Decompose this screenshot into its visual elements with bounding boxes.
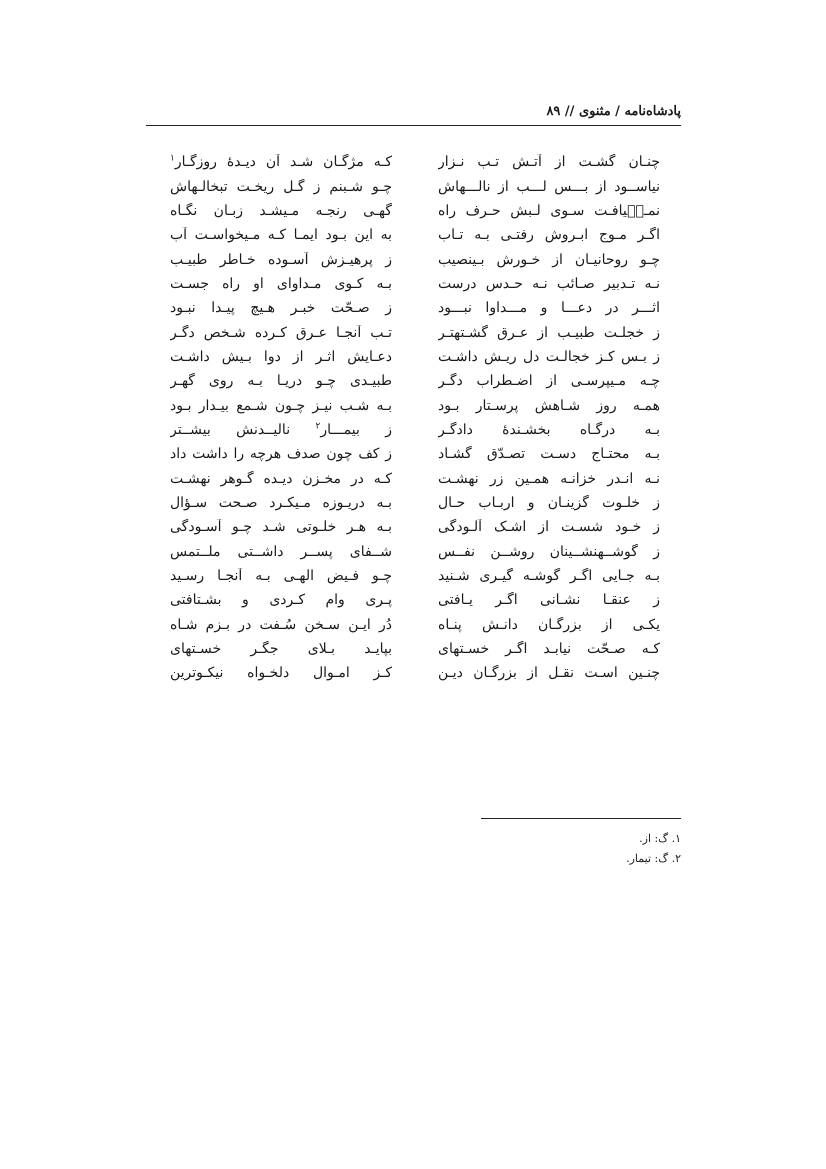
hemistich-first: ز خجلـت طبیـب از عـرق گشـتهتـر [438,324,660,341]
couplet [170,199,660,223]
hemistich-first: نـه انـدر خزانـه همـین زر نهشـت [438,470,660,487]
hemistich-first: بـه جـایی اگـر گوشـه گیـری شـنید [438,568,660,585]
hemistich-first: چنـین اسـت نقـل از بزرگـان دیـن [438,665,660,682]
hemistich-second: چـو شـبنم ز گـل ریخـت تبخالـهاش [170,178,392,195]
footnote-divider [481,818,681,819]
hemistich-first: بـه درگـاه بخشـندهٔ دادگـر [438,421,660,438]
hemistich-first: ز خلـوت گزینـان و اربـاب حـال [438,494,660,511]
hemistich-second: گهـی رنجـه مـیشـد زبـان نگـاه [170,202,392,219]
running-header: پادشاه‌نامه / مثنوی // ۸۹ [546,104,681,119]
hemistich-second: ز پرهیـزش آسـوده خـاطر طبیـب [170,251,392,268]
couplet [170,564,660,588]
hemistich-second: تـب آنجـا عـرق کـرده شـخص دگـر [170,324,392,341]
hemistich-second: طبیـدی چـو دریـا بـه روی گهـر [170,373,392,390]
couplet [170,515,660,539]
couplet [170,491,660,515]
hemistich-second: ز کف چون صدف هرچه را داشت داد [170,446,392,463]
hemistich-second: به این بـود ایمـا کـه مـیخواسـت آب [170,227,392,244]
couplet [170,320,660,344]
hemistich-second: دُر ایـن سـخن سُـفت در بـزم شـاه [170,616,392,633]
hemistich-first: ز بـس کـز خجالـت دل ریـش داشـت [438,348,660,365]
hemistich-second: کـز امـوال دلخـواه نیکـوترین [170,665,392,682]
masnavi-poem [170,150,660,686]
hemistich-first: ز عنقـا نشـانی اگـر یـافتی [438,592,660,609]
couplet [170,418,660,442]
couplet [170,174,660,198]
couplet [170,637,660,661]
hemistich-second: بپایـد بـلای جگـر خسـتهای [170,641,392,658]
footnote-1: ۱. گ: از. [639,832,681,845]
hemistich-first: چـه مـیپرسـی از اضـطراب دگـر [438,373,660,390]
couplet [170,296,660,320]
couplet [170,661,660,685]
hemistich-first: همـه روز شـاهش پرسـتار بـود [438,397,660,414]
hemistich-second [170,422,392,438]
hemistich-first: ز گوشــهنشــینان روشــن نفــس [438,543,660,560]
hemistich-text: کـه مژگـان شـد آن دیـدهٔ روزگـار [174,154,392,171]
header-divider [146,125,681,126]
hemistich-second: بـه هـر خلـوتی شـد چـو آسـودگی [170,519,392,536]
hemistich-first: کـه صـحّت نیابـد اگـر خسـتهای [438,641,660,658]
hemistich-first: اثـــر در دعـــا و مـــداوا نبـــود [438,300,660,317]
hemistich-first: نیاســود از بـــس لـــب از نالـــهاش [438,178,660,195]
couplet [170,442,660,466]
hemistich-first: ز خـود شسـت از اشـک آلـودگی [438,519,660,536]
hemistich-first: یکـی از بزرگـان دانـش پنـاه [438,616,660,633]
hemistich-first: چـو روحانیـان از خـورش بـینصیب [438,251,660,268]
hemistich-second: ز صـحّت خبـر هـیچ پیـدا نبـود [170,300,392,317]
couplet [170,540,660,564]
hemistich-text: ز بیمـــار [320,421,392,438]
couplet [170,272,660,296]
hemistich-second: چـو فـیض الهـی بـه آنجـا رسـید [170,568,392,585]
footnote-marker: ۲ [315,421,321,432]
couplet [170,345,660,369]
hemistich-second: شــفای پســر داشــتی ملــتمس [170,543,392,560]
hemistich-second [170,154,392,170]
footnote-2: ۲. گ: تیمار. [626,852,681,865]
hemistich-second: بـه دریـوزه مـیکـرد صـحت سـؤال [170,494,392,511]
couplet [170,613,660,637]
hemistich-second: بـه شـب نیـز چـون شـمع بیـدار بـود [170,397,392,414]
hemistich-first: اگـر مـوج ابـروش رفتـی بـه تـاب [438,227,660,244]
footnotes [481,829,681,869]
hemistich-second: بـه کـوی مـداوای او راه جسـت [170,275,392,292]
couplet [170,247,660,271]
couplet [170,150,660,174]
hemistich-first: نمـیٖیافـت سـوی لـبش حـرف راه [438,202,660,219]
hemistich-text-tail: نالیــدنش بیشــتر [170,421,316,438]
couplet [170,588,660,612]
couplet [170,223,660,247]
hemistich-second: دعـایش اثـر از دوا بـیش داشـت [170,348,392,365]
couplet [170,466,660,490]
hemistich-first: بـه محتـاج دسـت تصـدّق گشـاد [438,446,660,463]
footnote-marker: ۱ [170,154,175,164]
hemistich-second: پـری وام کـردی و بشـتافتی [170,592,392,609]
couplet [170,369,660,393]
hemistich-first: چنـان گشـت از آتـش تـب نـزار [438,154,660,171]
hemistich-first: نـه تـدبیر صـائب نـه حـدس درست [438,275,660,292]
couplet [170,393,660,417]
hemistich-second: کـه در مخـزن دیـده گـوهر نهشـت [170,470,392,487]
